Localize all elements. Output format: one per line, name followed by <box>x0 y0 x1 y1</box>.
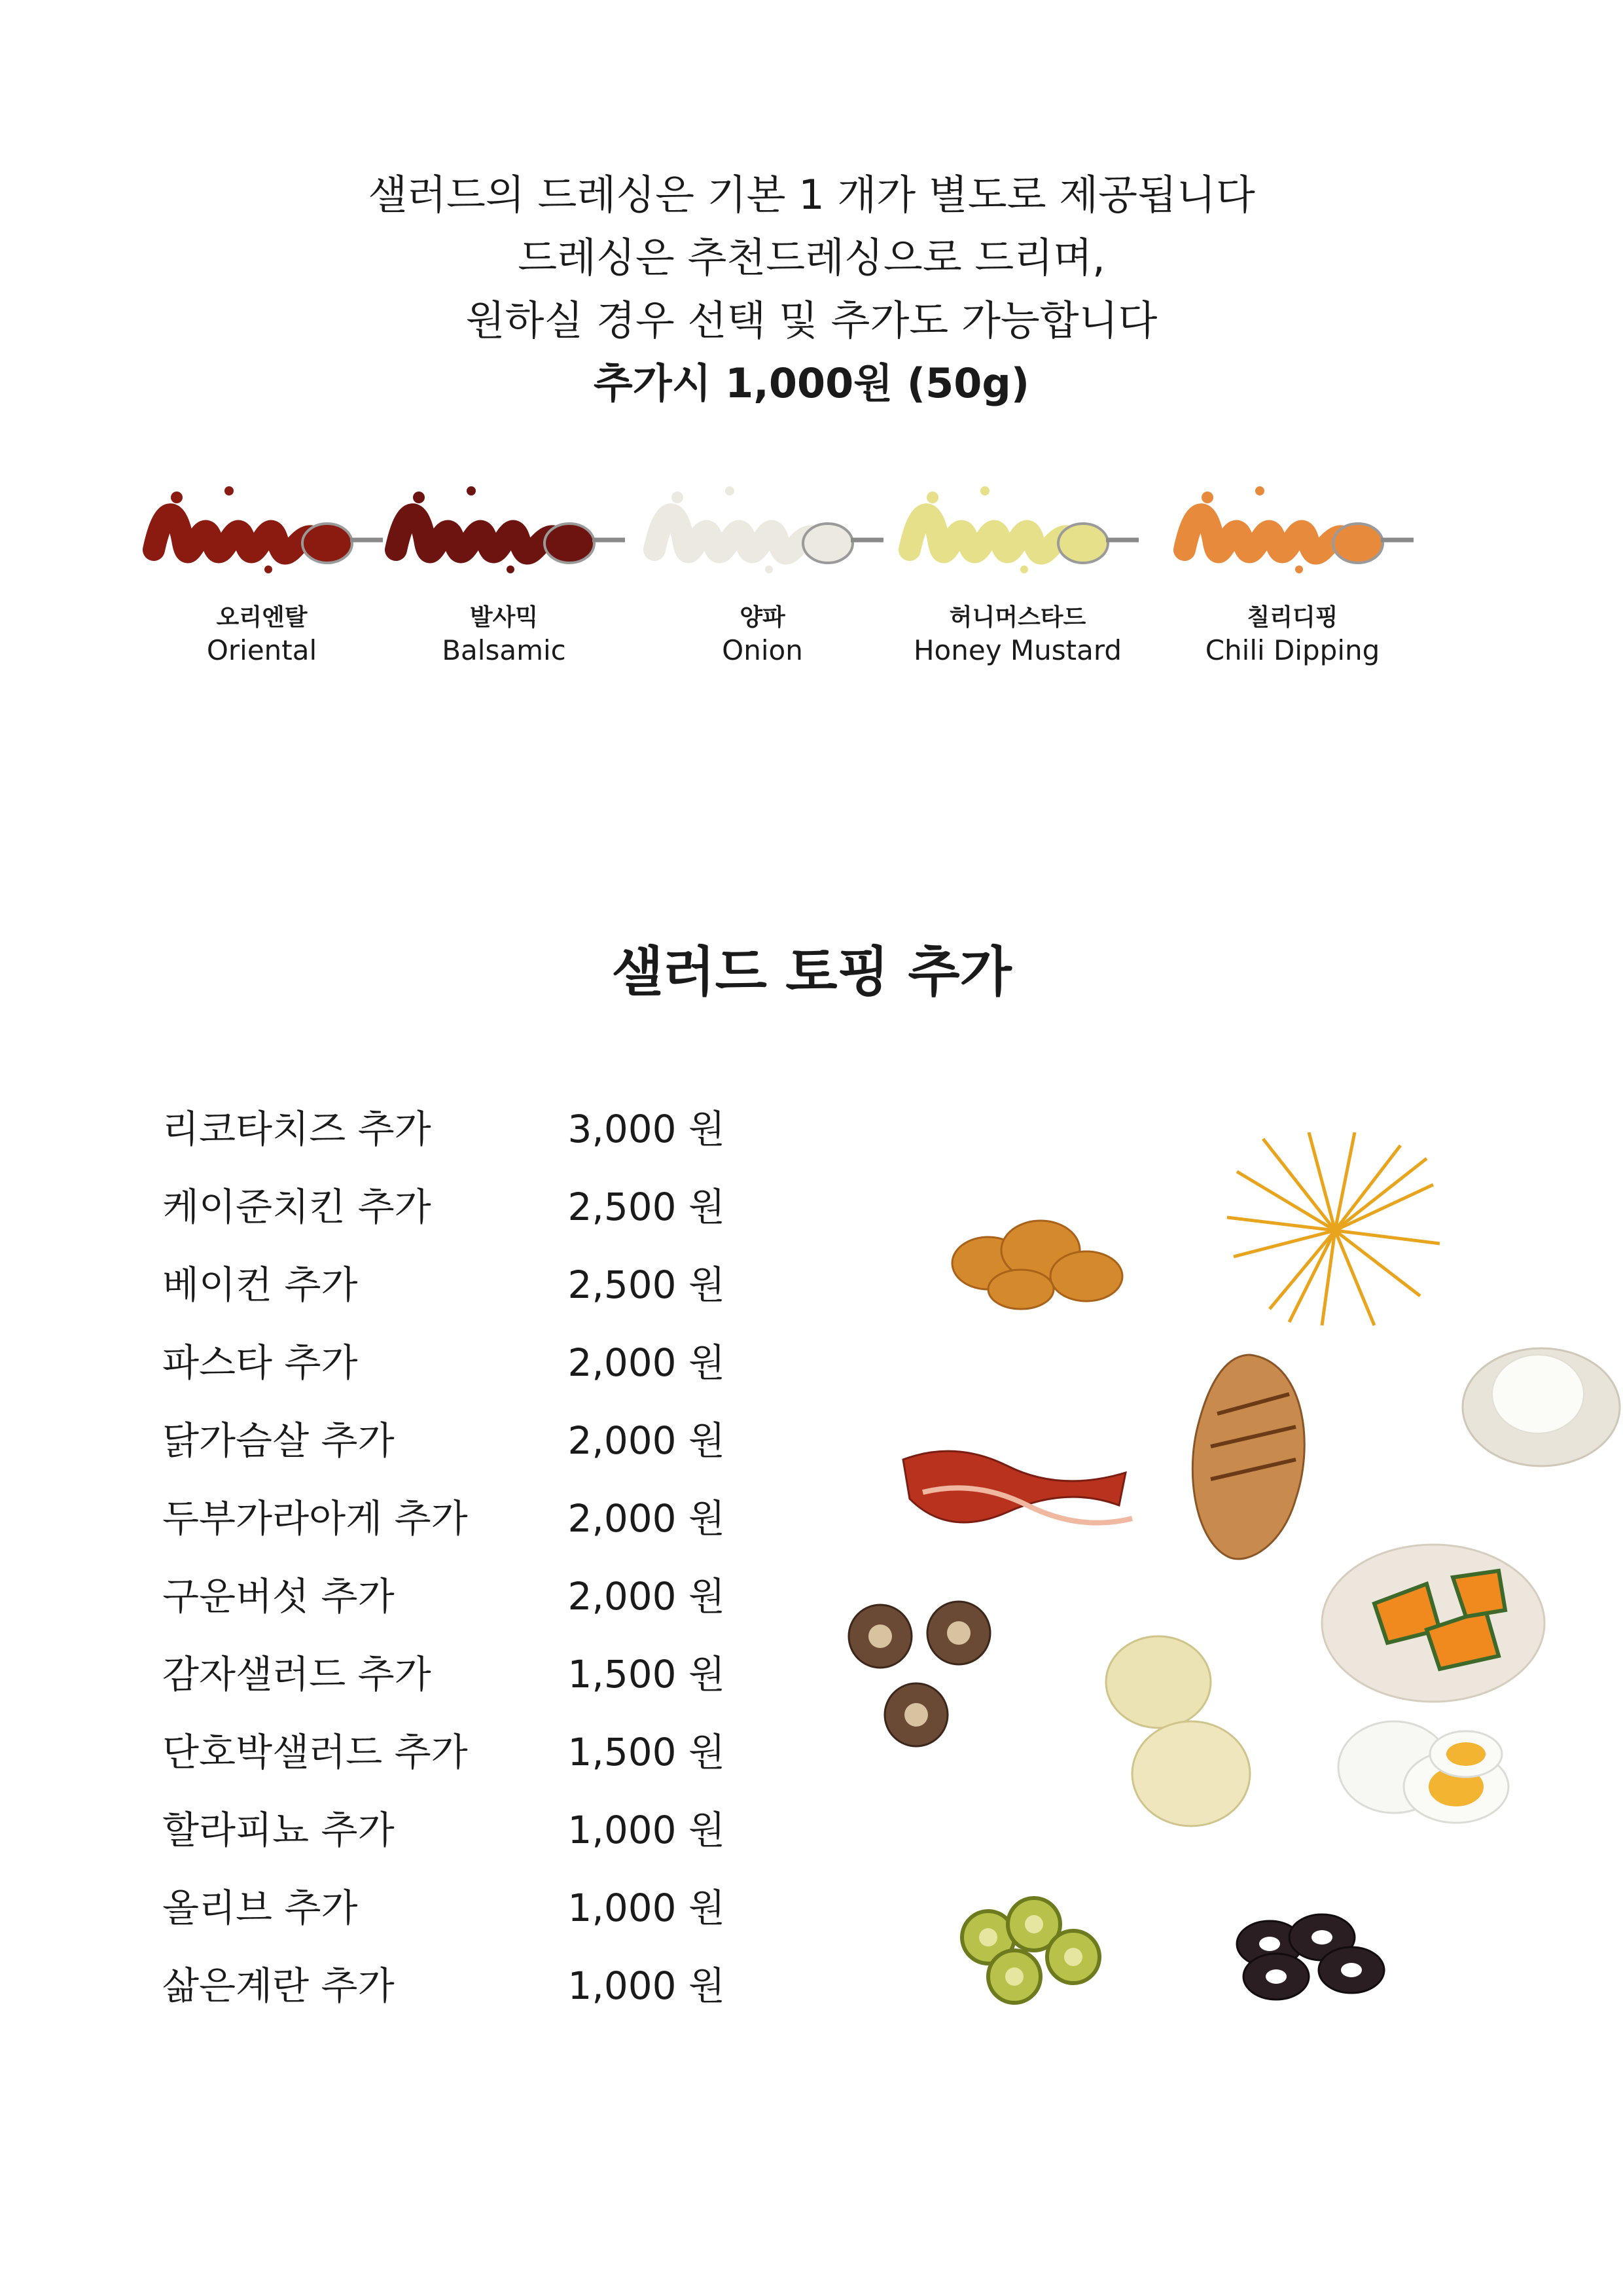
topping-price: 1,500 원 <box>567 1729 725 1774</box>
pasta-image <box>1224 1132 1446 1329</box>
dressing-name-ko: 오리엔탈 <box>216 604 308 631</box>
topping-price: 1,000 원 <box>567 1963 725 2008</box>
intro-line-3: 원하실 경우 선택 및 추가도 가능합니다 <box>465 296 1158 344</box>
topping-row <box>162 1242 725 1320</box>
topping-name: 베이컨 추가 <box>162 1262 358 1307</box>
jalapeno-image <box>949 1892 1113 2009</box>
topping-row <box>162 1164 725 1242</box>
topping-row <box>162 1398 725 1476</box>
topping-price: 3,000 원 <box>567 1106 725 1151</box>
section-title: 샐러드 토핑 추가 <box>611 941 1012 1003</box>
topping-name: 단호박샐러드 추가 <box>162 1729 468 1774</box>
topping-row <box>162 1865 725 1943</box>
dressing-swirl <box>910 514 1077 553</box>
dressing-swirl <box>154 514 321 553</box>
dressing-swirl-image <box>638 478 887 589</box>
dressing-name-ko: 칠리디핑 <box>1247 604 1338 631</box>
topping-name: 파스타 추가 <box>162 1340 358 1385</box>
topping-name: 케이준치킨 추가 <box>162 1184 431 1229</box>
topping-name: 리코타치즈 추가 <box>162 1106 431 1151</box>
spoon-bowl <box>803 524 853 563</box>
topping-name: 할라피뇨 추가 <box>162 1807 395 1852</box>
dressing-drop <box>467 486 476 495</box>
dressing-drop <box>224 486 234 495</box>
topping-row <box>162 1320 725 1398</box>
topping-row <box>162 1787 725 1865</box>
topping-price: 1,000 원 <box>567 1807 725 1852</box>
dressing-item <box>893 478 1142 707</box>
spoon-bowl <box>544 524 594 563</box>
topping-row <box>162 1476 725 1554</box>
ricotta-cheese-image <box>1459 1322 1623 1473</box>
dressing-item <box>638 478 887 707</box>
topping-price: 2,000 원 <box>567 1418 725 1463</box>
topping-row <box>162 1086 725 1164</box>
topping-name: 삶은계란 추가 <box>162 1963 395 2008</box>
potato-salad-image <box>1093 1623 1257 1839</box>
dressing-item <box>1168 478 1417 707</box>
dressing-swirl-image <box>893 478 1142 589</box>
dressing-drop <box>725 486 734 495</box>
dressing-drop <box>507 565 514 573</box>
dressing-name-en: Chili Dipping <box>1205 634 1380 666</box>
dressing-item <box>380 478 628 707</box>
dressing-drop <box>1295 565 1303 573</box>
dressing-drop <box>980 486 990 495</box>
dressing-swirl-image <box>1168 478 1417 589</box>
bacon-image <box>897 1414 1139 1564</box>
topping-row <box>162 1632 725 1710</box>
boiled-egg-image <box>1335 1702 1512 1833</box>
dressing-name-en: Balsamic <box>442 634 566 666</box>
dressing-swirl <box>396 514 563 553</box>
chicken-breast-image <box>1178 1348 1322 1571</box>
topping-name: 구운버섯 추가 <box>162 1573 395 1619</box>
topping-price-list <box>162 1086 725 2021</box>
dressing-name-en: Honey Mustard <box>913 634 1122 666</box>
dressing-name-ko: 발사믹 <box>469 604 539 631</box>
dressing-drop <box>1202 492 1213 503</box>
dressing-drop <box>765 565 773 573</box>
topping-row <box>162 1943 725 2021</box>
olive-image <box>1224 1898 1394 2009</box>
dressing-drop <box>1255 486 1264 495</box>
intro-price-line: 추가시 1,000원 (50g) <box>593 359 1030 407</box>
topping-name: 두부가라아게 추가 <box>162 1496 468 1541</box>
pumpkin-salad-image <box>1315 1532 1551 1708</box>
dressing-drop <box>413 492 425 503</box>
topping-price: 1,500 원 <box>567 1651 725 1696</box>
dressing-drop <box>264 565 272 573</box>
dressing-drop <box>1020 565 1028 573</box>
topping-row <box>162 1710 725 1787</box>
intro-line-1: 샐러드의 드레싱은 기본 1 개가 별도로 제공됩니다 <box>368 171 1255 219</box>
spoon-bowl <box>1333 524 1383 563</box>
spoon-bowl <box>302 524 352 563</box>
dressing-drop <box>171 492 183 503</box>
topping-price: 2,000 원 <box>567 1573 725 1619</box>
cajun-chicken-image <box>942 1198 1139 1316</box>
dressing-name-en: Oriental <box>206 634 317 666</box>
dressing-name-ko: 양파 <box>740 604 785 631</box>
dressing-swirl <box>654 514 821 553</box>
mushroom-image <box>844 1597 1008 1761</box>
spoon-bowl <box>1058 524 1108 563</box>
intro-line-2: 드레싱은 추천드레싱으로 드리며, <box>518 234 1105 281</box>
dressing-item <box>137 478 386 707</box>
topping-row <box>162 1554 725 1632</box>
topping-name: 감자샐러드 추가 <box>162 1651 431 1696</box>
dressing-options <box>0 478 1623 707</box>
dressing-drop <box>671 492 683 503</box>
topping-price: 2,000 원 <box>567 1340 725 1385</box>
dressing-swirl-image <box>380 478 628 589</box>
topping-price: 2,500 원 <box>567 1262 725 1307</box>
topping-price: 2,000 원 <box>567 1496 725 1541</box>
topping-price: 1,000 원 <box>567 1885 725 1930</box>
dressing-name-ko: 허니머스타드 <box>949 604 1086 631</box>
dressing-drop <box>927 492 938 503</box>
dressing-swirl <box>1185 514 1351 553</box>
dressing-name-en: Onion <box>722 634 803 666</box>
topping-name: 닭가슴살 추가 <box>162 1418 395 1463</box>
dressing-swirl-image <box>137 478 386 589</box>
topping-name: 올리브 추가 <box>162 1885 358 1930</box>
topping-images <box>838 1113 1623 2029</box>
topping-price: 2,500 원 <box>567 1184 725 1229</box>
intro-text <box>0 164 1623 415</box>
